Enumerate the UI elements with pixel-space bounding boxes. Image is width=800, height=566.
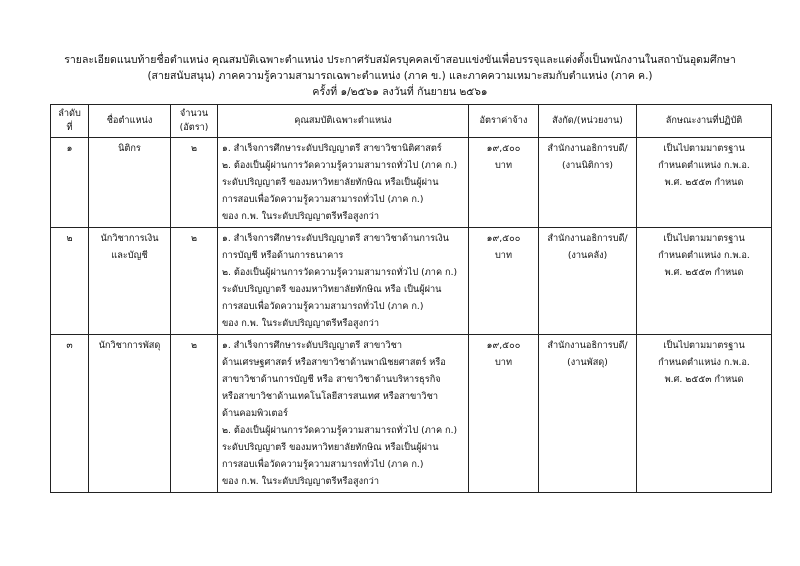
qualifications-text: ของ ก.พ. ในระดับปริญญาตรีหรือสูงกว่า [222,211,379,222]
header-count [171,105,218,138]
qualifications-text: หรือสาขาวิชาด้านเทคโนโลยีสารสนเทศ หรือสาขาวิชา [222,391,438,402]
job-nature-text: กำหนดตำแหน่ง ก.พ.อ. [658,250,750,261]
position-count-text: ๒ [190,340,198,351]
header-text: ที่ [66,122,73,133]
row-number-cell [51,138,89,228]
salary-cell [469,228,539,335]
qualifications-text: ๑. สำเร็จการศึกษาระดับปริญญาตรี สาขาวิชา [222,340,402,351]
qualifications-text: ด้านคอมพิวเตอร์ [222,408,288,419]
job-nature-text: พ.ศ. ๒๕๕๓ กำหนด [664,177,744,188]
header-job-nature [637,105,772,138]
position-name-cell [89,138,171,228]
table-row [51,228,772,335]
row-number-cell [51,228,89,335]
department-unit-text: (งานพัสดุ) [567,357,608,368]
header-no [51,105,89,138]
table-row [51,335,772,493]
positions-table [50,104,772,493]
qualifications-cell [218,138,469,228]
header-line-3: ครั้งที่ ๑/๒๕๖๑ ลงวันที่ กันยายน ๒๕๖๑ [312,86,488,98]
qualifications-text: การสอบเพื่อวัดความรู้ความสามารถทั่วไป (ภาค ก.) [222,301,424,312]
qualifications-text: ๒. ต้องเป็นผู้ผ่านการวัดความรู้ความสามารถทั่วไป (ภาค ก.) [222,267,458,278]
qualifications-text: สาขาวิชาด้านการบัญชี หรือ สาขาวิชาด้านบริหารธุรกิจ [222,374,441,385]
qualifications-text: ๒. ต้องเป็นผู้ผ่านการวัดความรู้ความสามารถทั่วไป (ภาค ก.) [222,160,458,171]
qualifications-cell [218,228,469,335]
qualifications-text: ด้านเศรษฐศาสตร์ หรือสาขาวิชาด้านพาณิชยศาสตร์ หรือ [222,357,446,368]
position-name-text: และบัญชี [111,250,148,261]
header-text: จำนวน [179,108,209,119]
header-unit [539,105,637,138]
salary-text: ๑๙,๕๐๐ [486,143,521,154]
job-nature-text: กำหนดตำแหน่ง ก.พ.อ. [658,357,750,368]
document-header [0,52,800,100]
row-number-cell [51,335,89,493]
header-line-2: (สายสนับสนุน) ภาคความรู้ความสามารถเฉพาะตำแหน่ง (ภาค ข.) และภาคความเหมาะสมกับตำแหน่ง (ภาค ค.) [147,70,653,82]
position-count-cell [171,138,218,228]
salary-text: บาท [494,250,513,261]
header-text: (อัตรา) [179,122,209,133]
position-count-cell [171,228,218,335]
table-row [51,138,772,228]
job-nature-text: เป็นไปตามมาตรฐาน [663,233,745,244]
qualifications-text: ของ ก.พ. ในระดับปริญญาตรีหรือสูงกว่า [222,476,379,487]
row-number-text: ๒ [66,233,73,244]
qualifications-cell [218,335,469,493]
qualifications-text: การสอบเพื่อวัดความรู้ความสามารถทั่วไป (ภาค ก.) [222,194,424,205]
job-nature-text: กำหนดตำแหน่ง ก.พ.อ. [658,160,750,171]
table-header-row [51,105,772,138]
header-text: ลักษณะงานที่ปฏิบัติ [665,115,743,126]
qualifications-text: ๑. สำเร็จการศึกษาระดับปริญญาตรี สาขาวิชานิติศาสตร์ [222,143,442,154]
job-nature-cell [637,228,772,335]
qualifications-text: ระดับปริญญาตรี ของมหาวิทยาลัยทักษิณ หรือเป็นผู้ผ่าน [222,177,439,188]
qualifications-text: ๑. สำเร็จการศึกษาระดับปริญญาตรี สาขาวิชาด้านการเงิน [222,233,449,244]
job-nature-cell [637,335,772,493]
salary-cell [469,138,539,228]
header-qualifications [218,105,469,138]
position-count-text: ๒ [190,143,198,154]
qualifications-text: ๒. ต้องเป็นผู้ผ่านการวัดความรู้ความสามารถทั่วไป (ภาค ก.) [222,425,458,436]
position-count-text: ๒ [190,233,198,244]
department-unit-text: สำนักงานอธิการบดี/ [547,340,628,351]
qualifications-text: ระดับปริญญาตรี ของมหาวิทยาลัยทักษิณ หรือ เป็นผู้ผ่าน [222,284,442,295]
header-text: คุณสมบัติเฉพาะตำแหน่ง [294,115,392,126]
salary-text: ๑๙,๕๐๐ [486,233,521,244]
department-unit-text: สำนักงานอธิการบดี/ [547,233,628,244]
department-unit-cell [539,335,637,493]
header-text: อัตราค่าจ้าง [479,115,528,126]
position-name-text: นักวิชาการเงิน [100,233,159,244]
salary-cell [469,335,539,493]
salary-text: บาท [494,160,513,171]
header-line-1: รายละเอียดแนบท้ายชื่อตำแหน่ง คุณสมบัติเฉพาะตำแหน่ง ประกาศรับสมัครบุคคลเข้าสอบแข่งขันเพื่อบรรจุและแต่งตั้งเป็นพนักงานในสถาบันอุดมศึกษา [64,54,736,66]
department-unit-text: (งานนิติการ) [562,160,613,171]
header-text: ลำดับ [58,108,81,119]
job-nature-text: เป็นไปตามมาตรฐาน [663,143,745,154]
header-text: ชื่อตำแหน่ง [106,115,153,126]
salary-text: บาท [494,357,513,368]
department-unit-cell [539,138,637,228]
job-nature-text: พ.ศ. ๒๕๕๓ กำหนด [664,267,744,278]
salary-text: ๑๙,๕๐๐ [486,340,521,351]
position-count-cell [171,335,218,493]
department-unit-text: (งานคลัง) [567,250,608,261]
row-number-text: ๓ [66,340,73,351]
position-name-text: นิติกร [118,143,141,154]
department-unit-cell [539,228,637,335]
department-unit-text: สำนักงานอธิการบดี/ [547,143,628,154]
position-name-cell [89,228,171,335]
table-body [51,138,772,493]
row-number-text: ๑ [66,143,73,154]
qualifications-text: การบัญชี หรือด้านการธนาคาร [222,250,344,261]
qualifications-text: การสอบเพื่อวัดความรู้ความสามารถทั่วไป (ภาค ก.) [222,459,424,470]
qualifications-text: ของ ก.พ. ในระดับปริญญาตรีหรือสูงกว่า [222,318,379,329]
position-name-cell [89,335,171,493]
header-text: สังกัด/(หน่วยงาน) [552,115,623,126]
job-nature-text: เป็นไปตามมาตรฐาน [663,340,745,351]
job-nature-cell [637,138,772,228]
job-nature-text: พ.ศ. ๒๕๕๓ กำหนด [664,374,744,385]
qualifications-text: ระดับปริญญาตรี ของมหาวิทยาลัยทักษิณ หรือเป็นผู้ผ่าน [222,442,439,453]
header-position [89,105,171,138]
position-name-text: นักวิชาการพัสดุ [98,340,161,351]
header-salary [469,105,539,138]
